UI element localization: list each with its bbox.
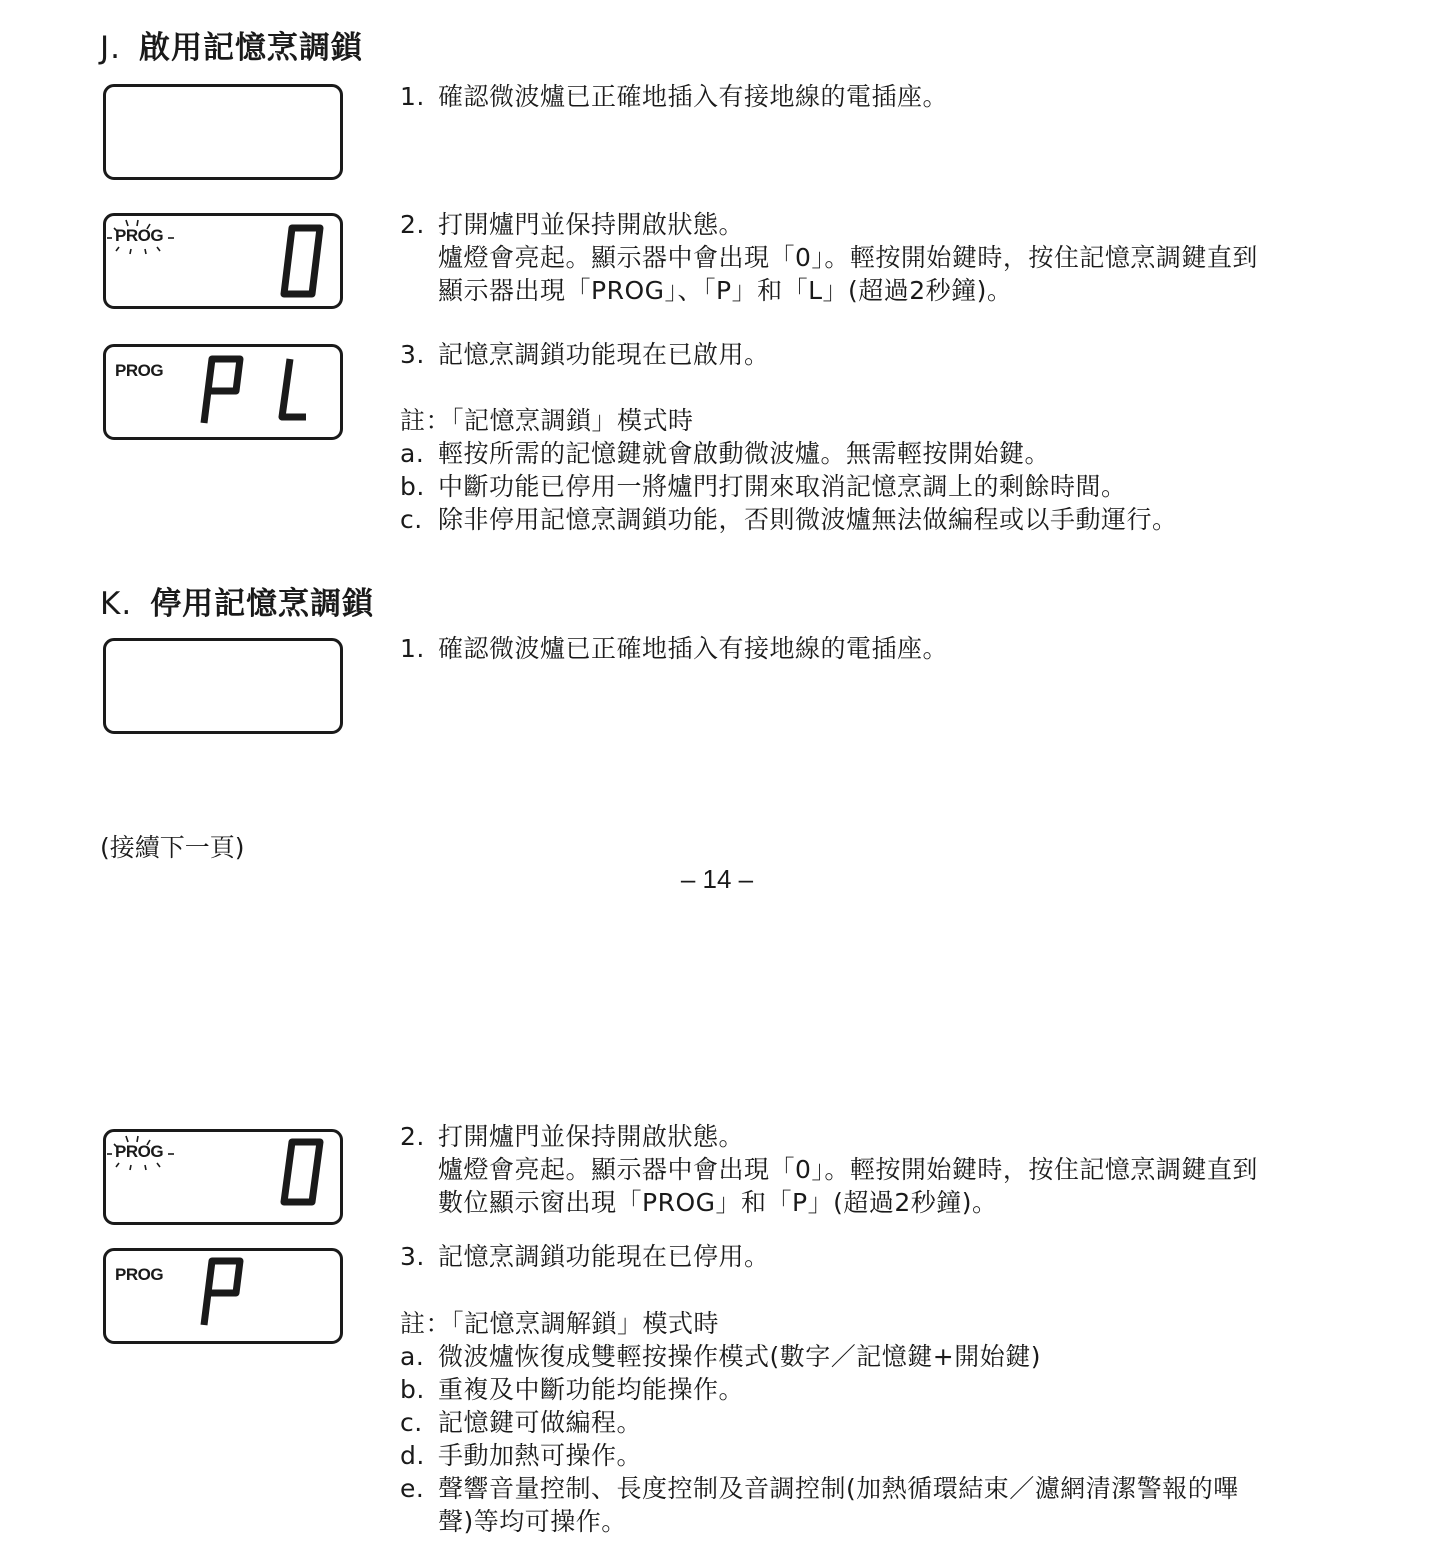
digit-p-glyph	[106, 1251, 346, 1347]
note-k-b: 重複及中斷功能均能操作。	[438, 1375, 745, 1404]
note-k-a: 微波爐恢復成雙輕按操作模式(數字／記憶鍵+開始鍵)	[438, 1342, 1041, 1371]
step-k2: 2. 打開爐門並保持開啟狀態。 爐燈會亮起。顯示器中會出現「0」。輕按開始鍵時，按住記憶烹調鍵直到 數位顯示窗出現「PROG」和「P」(超過2秒鐘)。	[400, 1122, 1258, 1217]
prog-indicator: PROG	[115, 226, 164, 245]
note-j-a: 輕按所需的記憶鍵就會啟動微波爐。無需輕按開始鍵。	[438, 439, 1051, 468]
note-k-title: 註：「記憶烹調解鎖」模式時	[400, 1309, 720, 1338]
step-j2-line2: 爐燈會亮起。顯示器中會出現「0」。輕按開始鍵時，按住記憶烹調鍵直到	[438, 243, 1258, 272]
step-j3: 3. 記憶烹調鎖功能現在已啟用。	[400, 340, 770, 369]
note-k-c: 記憶鍵可做編程。	[438, 1408, 643, 1437]
continued-note: (接續下一頁)	[100, 833, 245, 862]
section-k-heading	[100, 578, 374, 623]
step-k2-line1: 打開爐門並保持開啟狀態。	[438, 1122, 745, 1151]
display-blank-j1	[103, 84, 343, 180]
section-k-letter: K.	[100, 586, 133, 622]
display-prog-zero-k2	[103, 1129, 343, 1225]
section-k-title: 停用記憶烹調鎖	[150, 586, 375, 622]
display-prog-pl-j3	[103, 344, 343, 440]
note-k-d: 手動加熱可操作。	[438, 1441, 643, 1470]
section-j-letter: J.	[100, 30, 121, 66]
display-prog-zero-j2	[103, 213, 343, 309]
step-j1: 1. 確認微波爐已正確地插入有接地線的電插座。	[400, 82, 949, 111]
digit-zero-glyph	[106, 216, 346, 312]
note-j-b: 中斷功能已停用一將爐門打開來取消記憶烹調上的剩餘時間。	[438, 472, 1127, 501]
step-j3-text: 記憶烹調鎖功能現在已啟用。	[438, 340, 770, 369]
digit-zero-glyph	[106, 1132, 346, 1228]
digits-p-l-glyph	[106, 347, 346, 443]
note-j-title: 註：「記憶烹調鎖」模式時	[400, 406, 694, 435]
notes-k: 註：「記憶烹調解鎖」模式時 a. 微波爐恢復成雙輕按操作模式(數字／記憶鍵+開始鍵) b. 重複及中斷功能均能操作。 c. 記憶鍵可做編程。 d. 手動加熱可操作。 e. 聲響音量控制、長度控制及音調控制(加熱循環結束／濾網清潔警報的嗶 聲)等均可操作。	[400, 1309, 1239, 1536]
step-k2-line2: 爐燈會亮起。顯示器中會出現「0」。輕按開始鍵時，按住記憶烹調鍵直到	[438, 1155, 1258, 1184]
section-j-heading	[100, 22, 363, 67]
prog-indicator: PROG	[115, 361, 164, 380]
notes-j: 註：「記憶烹調鎖」模式時 a. 輕按所需的記憶鍵就會啟動微波爐。無需輕按開始鍵。 b. 中斷功能已停用一將爐門打開來取消記憶烹調上的剩餘時間。 c. 除非停用記憶烹調鎖功能，否則微波爐無法做編程或以手動運行。	[400, 406, 1178, 534]
note-j-c: 除非停用記憶烹調鎖功能，否則微波爐無法做編程或以手動運行。	[438, 505, 1178, 534]
section-j-title: 啟用記憶烹調鎖	[139, 30, 363, 66]
note-k-e-line1: 聲響音量控制、長度控制及音調控制(加熱循環結束／濾網清潔警報的嗶	[438, 1474, 1239, 1503]
step-k3: 3. 記憶烹調鎖功能現在已停用。	[400, 1242, 770, 1271]
prog-indicator: PROG	[115, 1265, 164, 1284]
display-blank-k1	[103, 638, 343, 734]
step-j2-line1: 打開爐門並保持開啟狀態。	[438, 210, 745, 239]
display-prog-p-k3	[103, 1248, 343, 1344]
step-j1-text: 確認微波爐已正確地插入有接地線的電插座。	[438, 82, 949, 111]
prog-indicator: PROG	[115, 1142, 164, 1161]
step-j2-line3: 顯示器出現「PROG」、「P」和「L」(超過2秒鐘)。	[438, 276, 1013, 305]
note-k-e-line2: 聲)等均可操作。	[438, 1507, 627, 1536]
step-k1-text: 確認微波爐已正確地插入有接地線的電插座。	[438, 634, 949, 663]
step-k2-line3: 數位顯示窗出現「PROG」和「P」(超過2秒鐘)。	[438, 1188, 998, 1217]
page-number: – 14 –	[680, 864, 754, 894]
step-j2: 2. 打開爐門並保持開啟狀態。 爐燈會亮起。顯示器中會出現「0」。輕按開始鍵時，按住記憶烹調鍵直到 顯示器出現「PROG」、「P」和「L」(超過2秒鐘)。	[400, 210, 1258, 305]
step-k1: 1. 確認微波爐已正確地插入有接地線的電插座。	[400, 634, 949, 663]
step-k3-text: 記憶烹調鎖功能現在已停用。	[438, 1242, 770, 1271]
